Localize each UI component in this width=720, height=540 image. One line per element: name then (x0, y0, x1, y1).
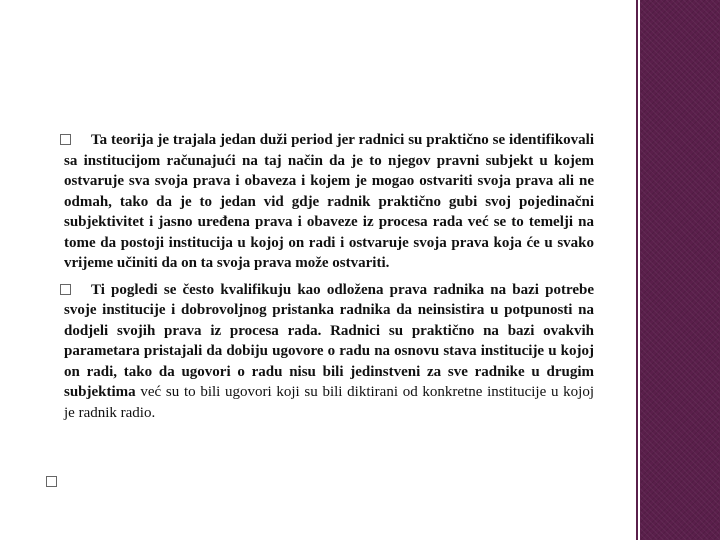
paragraph-2-regular-text: već su to bili ugovori koji su bili diktirani od konkretne institucije u kojoj je radnik radio. (64, 384, 594, 421)
paragraph-2-bold-text: Ti pogledi se često kvalifikuju kao odložena prava radnika na bazi potrebe svoje institucije i dobrovoljnog pristanka radnika da neinsistira u potpunosti na dodjeli svojih prava iz procesa rada. Radnici su praktično na bazi ovakvih parametara pristajali da dobiju ugovore o radu na osnovu stava institucije u kojoj on radi, tako da ugovori o radu nisu bili jedinstveni za sve radnike u drugim subjektima (64, 281, 594, 400)
paragraph-1-text: Ta teorija je trajala jedan duži period jer radnici su praktično se identifikovali sa institucijom računajući na taj način da je to njegov pravni subjekt u kojem ostvaruje sva svoja prava i obaveza i kojem je mogao ostvariti svoja prava ali ne odmah, tako da je to jedan vid gdje radnik praktično gubi svoj pojedinačni subjektivitet i jasno uređena prava i obaveze iz procesa rada već se to temelji na tome da postoji institucija u kojoj on radi i ostvaruje svoja prava koja će u svako vrijeme učiniti da on ta svoja prava može ostvariti. (64, 132, 594, 271)
paragraph-2 (64, 280, 594, 424)
accent-line (636, 0, 638, 540)
decorative-side-band (640, 0, 720, 540)
paragraph-1 (64, 130, 594, 274)
square-bullet-icon (60, 134, 71, 145)
square-bullet-icon (60, 284, 71, 295)
slide-body (64, 130, 594, 423)
square-bullet-icon (46, 476, 57, 487)
